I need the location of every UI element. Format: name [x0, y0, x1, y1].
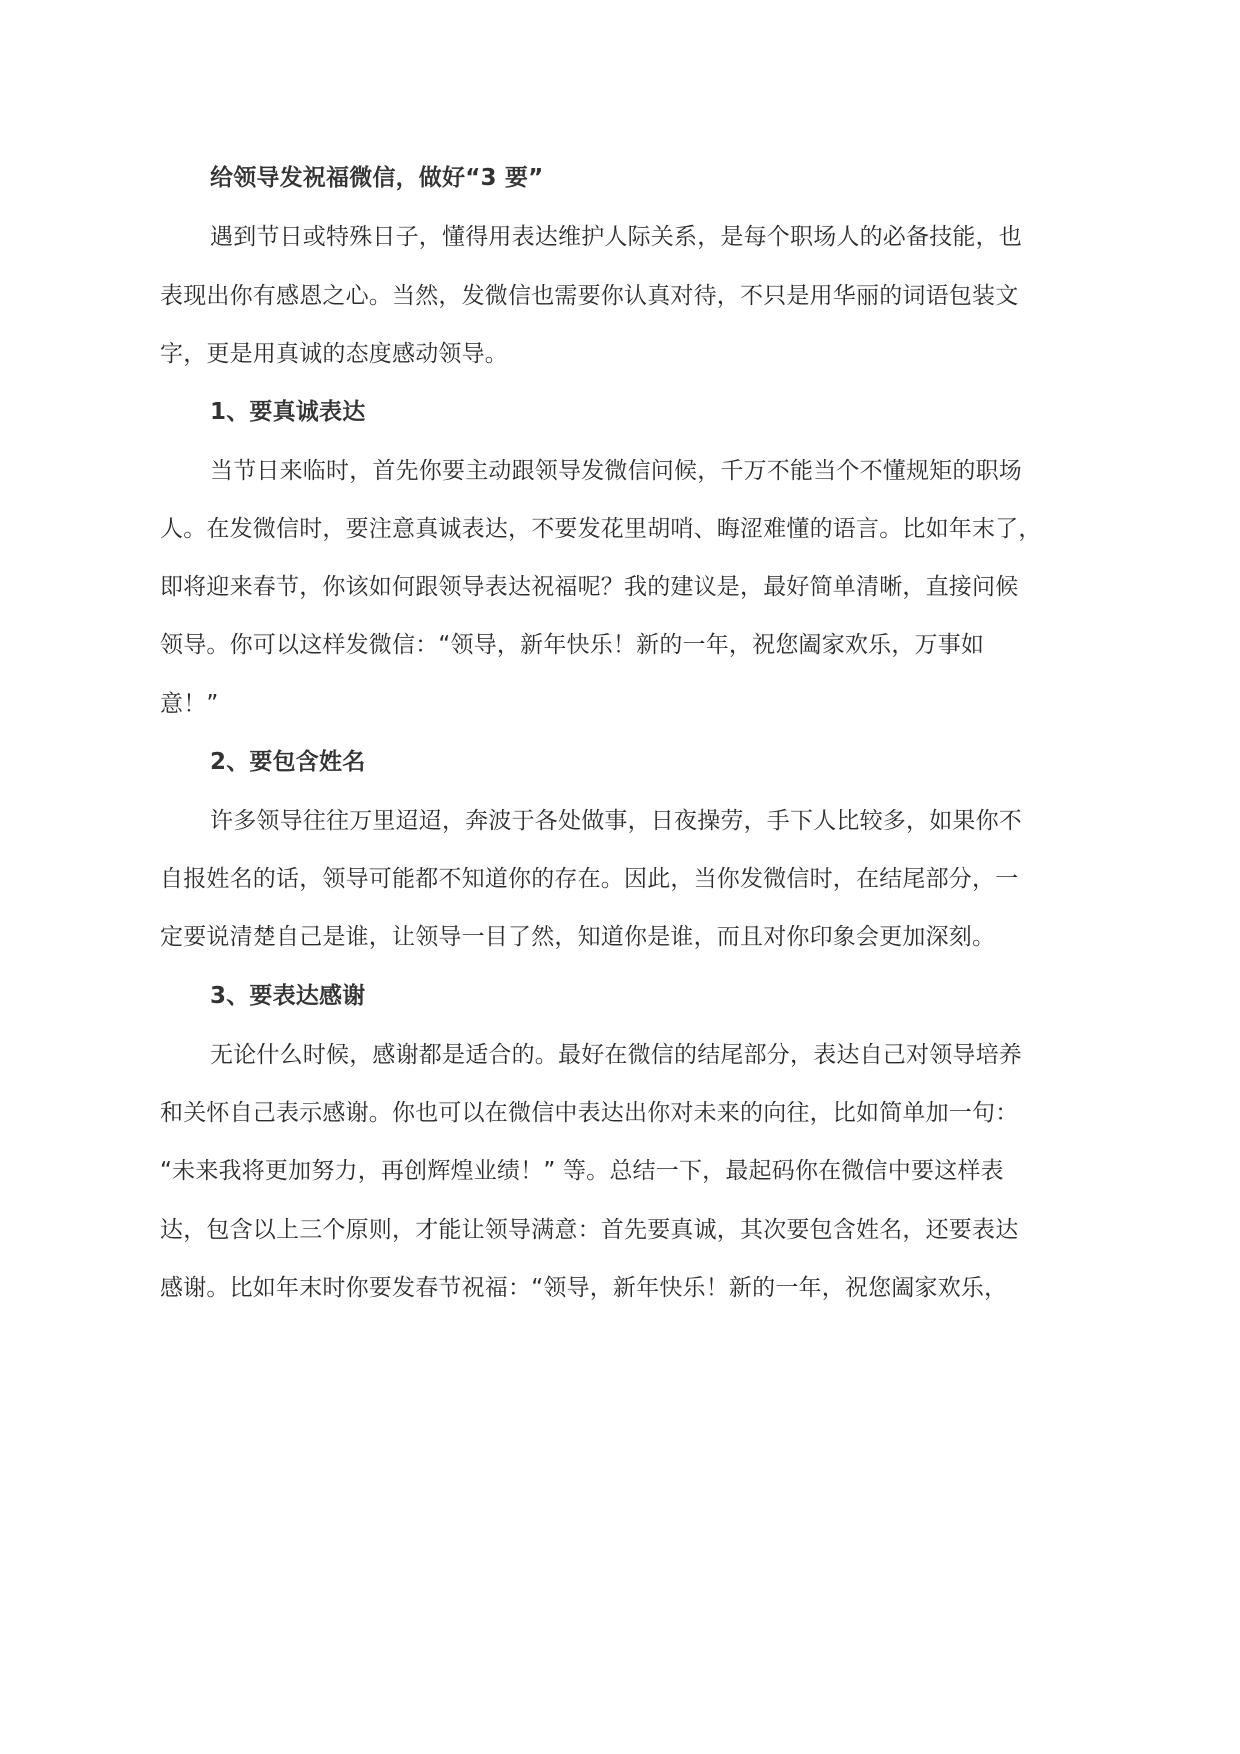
paragraph-line: 感谢。比如年末时你要发春节祝福：“领导，新年快乐！新的一年，祝您阖家欢乐，	[160, 1275, 1008, 1301]
section-heading-3: 3、要表达感谢	[210, 983, 366, 1009]
paragraph-line: 人。在发微信时，要注意真诚表达，不要发花里胡哨、晦涩难懂的语言。比如年末了，	[160, 516, 1042, 542]
intro-line: 字，更是用真诚的态度感动领导。	[160, 341, 508, 367]
paragraph-line: 达，包含以上三个原则，才能让领导满意：首先要真诚，其次要包含姓名，还要表达	[160, 1217, 1019, 1243]
paragraph-line: 意！”	[160, 691, 219, 717]
paragraph-line: 领导。你可以这样发微信：“领导，新年快乐！新的一年，祝您阖家欢乐，万事如	[160, 632, 985, 658]
section-heading-2: 2、要包含姓名	[210, 749, 366, 775]
paragraph-line: 当节日来临时，首先你要主动跟领导发微信问候，千万不能当个不懂规矩的职场	[210, 458, 1022, 484]
paragraph-line: 即将迎来春节，你该如何跟领导表达祝福呢？我的建议是，最好简单清晰，直接问候	[160, 574, 1019, 600]
document-title: 给领导发祝福微信，做好“3 要”	[210, 165, 544, 191]
paragraph-line: “未来我将更加努力，再创辉煌业绩！” 等。总结一下，最起码你在微信中要这样表	[160, 1158, 1004, 1184]
section-heading-1: 1、要真诚表达	[210, 399, 366, 425]
paragraph-line: 和关怀自己表示感谢。你也可以在微信中表达出你对未来的向往，比如简单加一句：	[160, 1100, 1019, 1126]
paragraph-line: 许多领导往往万里迢迢，奔波于各处做事，日夜操劳，手下人比较多，如果你不	[210, 808, 1022, 834]
intro-line: 表现出你有感恩之心。当然，发微信也需要你认真对待，不只是用华丽的词语包装文	[160, 283, 1019, 309]
paragraph-line: 自报姓名的话，领导可能都不知道你的存在。因此，当你发微信时，在结尾部分，一	[160, 866, 1019, 892]
intro-line: 遇到节日或特殊日子，懂得用表达维护人际关系，是每个职场人的必备技能，也	[210, 224, 1022, 250]
paragraph-line: 定要说清楚自己是谁，让领导一目了然，知道你是谁，而且对你印象会更加深刻。	[160, 924, 996, 950]
paragraph-line: 无论什么时候，感谢都是适合的。最好在微信的结尾部分，表达自己对领导培养	[210, 1042, 1022, 1068]
